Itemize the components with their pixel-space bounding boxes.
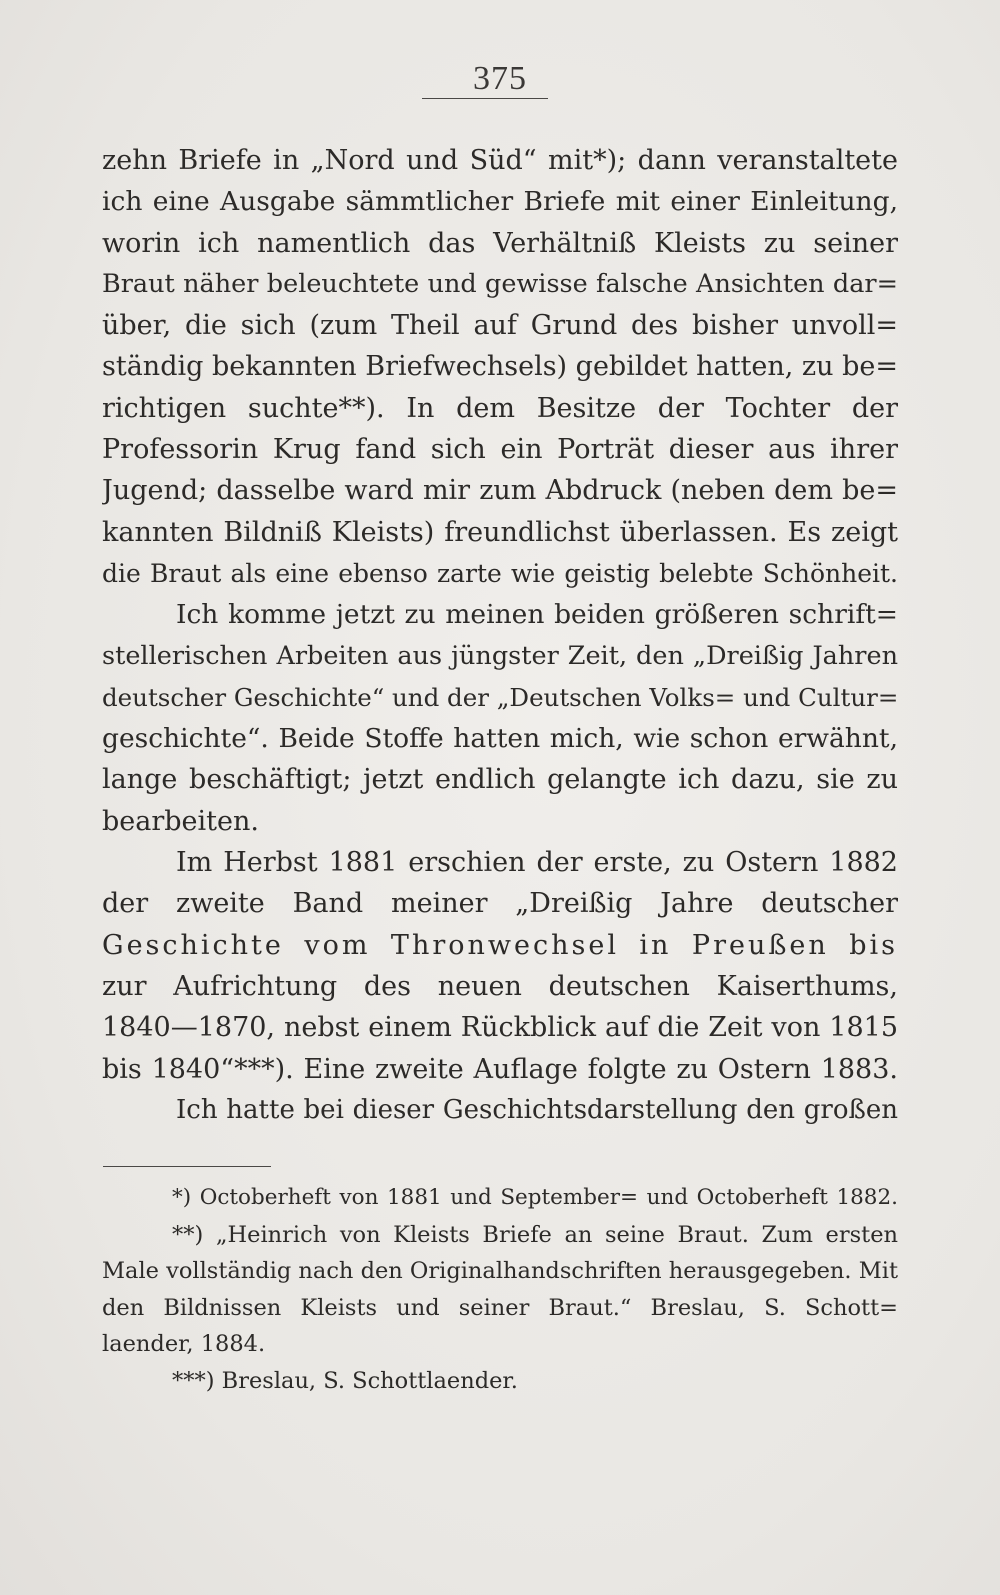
body-line: über, die sich (zum Theil auf Grund des bisher unvoll=	[102, 310, 898, 342]
footnote-rule	[103, 1166, 271, 1167]
body-line: ich eine Ausgabe sämmtlicher Briefe mit einer Einleitung,	[102, 186, 898, 218]
body-line: Geschichte vom Thronwechsel in Preußen bis	[102, 929, 898, 961]
body-line: deutscher Geschichte“ und der „Deutschen Volks= und Cultur=	[102, 682, 898, 712]
body-line: Professorin Krug fand sich ein Porträt dieser aus ihrer	[102, 434, 898, 466]
footnote-line: den Bildnissen Kleists und seiner Braut.“ Breslau, S. Schott=	[102, 1294, 898, 1321]
body-line: Braut näher beleuchtete und gewisse falsche Ansichten dar=	[102, 268, 898, 299]
body-line: ständig bekannten Briefwechsels) gebildet hatten, zu be=	[102, 351, 898, 383]
body-line: die Braut als eine ebenso zarte wie geistig belebte Schönheit.	[102, 558, 898, 588]
body-line: stellerischen Arbeiten aus jüngster Zeit, den „Dreißig Jahren	[102, 640, 898, 671]
body-line: worin ich namentlich das Verhältniß Kleists zu seiner	[102, 227, 898, 259]
body-line: Jugend; dasselbe ward mir zum Abdruck (neben dem be=	[102, 475, 898, 507]
body-line: lange beschäftigt; jetzt endlich gelangte ich dazu, sie zu	[102, 764, 898, 796]
body-line: bearbeiten.	[102, 805, 259, 837]
body-line: zur Aufrichtung des neuen deutschen Kaiserthums,	[102, 970, 898, 1002]
body-line: der zweite Band meiner „Dreißig Jahre deutscher	[102, 888, 898, 920]
body-line: kannten Bildniß Kleists) freundlichst überlassen. Es zeigt	[102, 516, 898, 548]
footnote-line: **) „Heinrich von Kleists Briefe an seine Braut. Zum ersten	[172, 1221, 898, 1248]
body-line: 1840—1870, nebst einem Rückblick auf die Zeit von 1815	[102, 1012, 898, 1044]
footnotes	[102, 1180, 898, 1399]
body-line: zehn Briefe in „Nord und Süd“ mit*); dann veranstaltete	[102, 145, 898, 176]
footnote-line: Male vollständig nach den Originalhandschriften herausgegeben. Mit	[102, 1258, 898, 1284]
body-line: Im Herbst 1881 erschien der erste, zu Ostern 1882	[176, 847, 898, 879]
body-line: richtigen suchte**). In dem Besitze der Tochter der	[102, 392, 898, 424]
header-rule	[422, 98, 548, 99]
footnote-line: ***) Breslau, S. Schottlaender.	[172, 1367, 518, 1394]
footnote-line: *) Octoberheft von 1881 und September= und Octoberheft 1882.	[172, 1185, 898, 1210]
body-line: geschichte“. Beide Stoffe hatten mich, wie schon erwähnt,	[102, 723, 898, 755]
footnote-line: laender, 1884.	[102, 1331, 266, 1357]
body-line: Ich hatte bei dieser Geschichtsdarstellung den großen	[176, 1094, 898, 1125]
body-text	[102, 140, 898, 1131]
body-line: Ich komme jetzt zu meinen beiden größeren schrift=	[176, 599, 898, 631]
body-line: bis 1840“***). Eine zweite Auflage folgte zu Ostern 1883.	[102, 1053, 898, 1085]
page-number: 375	[473, 60, 527, 97]
